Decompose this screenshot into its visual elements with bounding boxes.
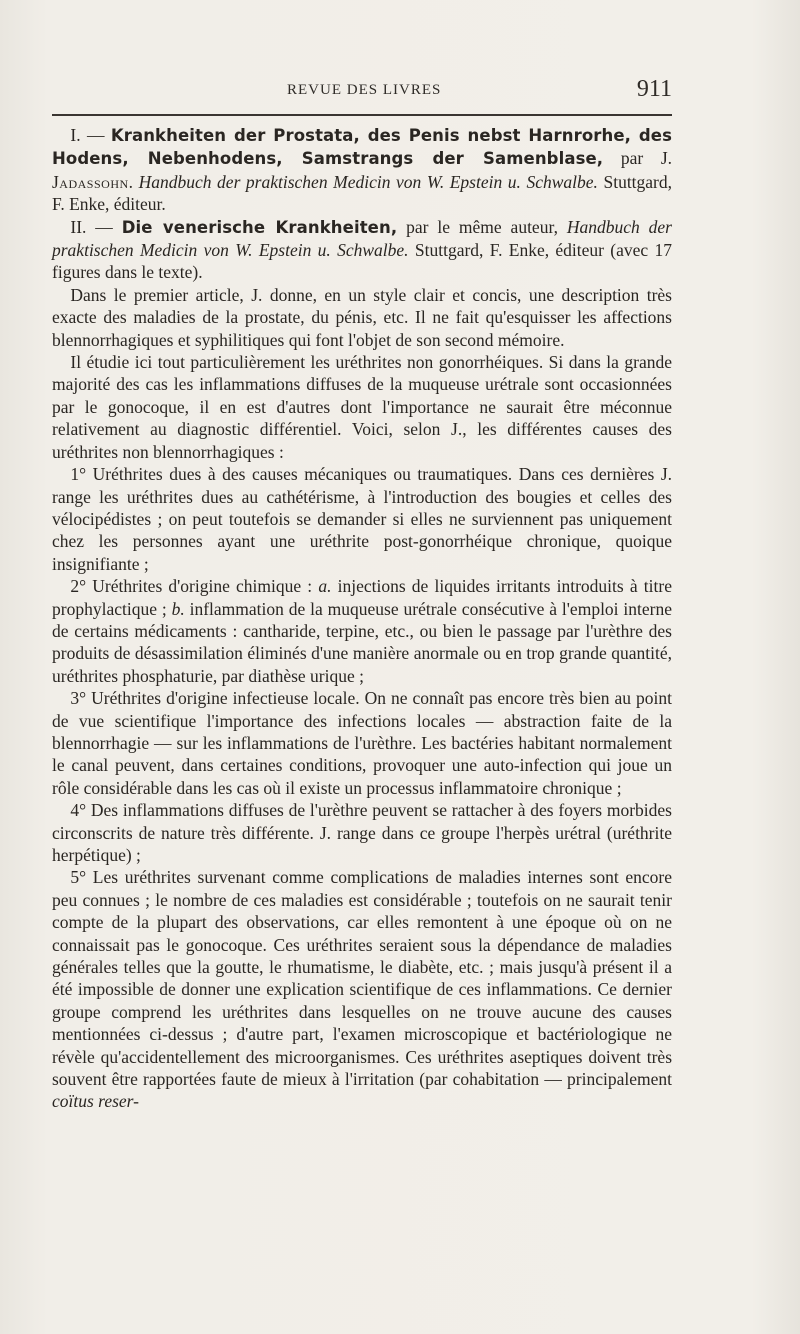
reference-1 [52, 124, 672, 216]
text-run: 2° Uréthrites d'origine chimique : [70, 576, 319, 597]
reference-publisher: Stuttgard, F. Enke, éditeur. [52, 171, 673, 215]
paragraph: Il étudie ici tout particulièrement les uréthrites non gonorrhéiques. Si dans la grande majorité des cas les inflammations diffuses de la muqueuse urétrale sont occasionnées par le gonocoque, il en est d'autres dont l'importance ne saurait être méconnue relativement au diagnostic différentiel. Voici, selon J., les différentes causes des uréthrites non blennorrhagiques : [52, 352, 672, 462]
reference-numeral: II. — [70, 216, 122, 237]
text-run: injections de liquides irritants introduits à titre prophylactique ; [52, 576, 672, 619]
reference-author: Jadassohn [52, 171, 129, 192]
reference-2 [52, 216, 672, 284]
page-header [52, 78, 672, 108]
reference-by: par le même auteur, [397, 216, 567, 237]
text-run: inflammation de la muqueuse urétrale consécutive à l'emploi interne de certains médicaments : cantharide, terpine, etc., ou bien le passage par l'urèthre des produits de désassimilation éliminés d'une manière anormale ou en trop grande quantité, uréthrites phosphaturie, par diathèse urique ; [52, 598, 673, 686]
reference-work: Handbuch der praktischen Medicin von W. Epstein u. Schwalbe. [138, 171, 598, 192]
reference-numeral: I. — [70, 125, 111, 145]
text-run-italic: coïtus reser- [52, 1091, 139, 1112]
text-run: 5° Les uréthrites survenant comme complications de maladies internes sont encore peu connues ; le nombre de ces maladies est considérable ; toutefois on ne saurait tenir compte de la plupart des observations, car elles remontent à une époque où on ne connaissait pas le gonocoque. Ces uréthrites seraient sous la dépendance de maladies générales telles que la goutte, le rhumatisme, le diabète, etc. ; mais jusqu'à présent il a été impossible de donner une explication scientifique de ces inflammations. Ce dernier groupe comprend les uréthrites dans lesquelles on ne trouve aucune des causes mentionnées ci-dessus ; d'autre part, l'examen microscopique et bactériologique ne révèle qu'accidentellement des microorganismes. Ces uréthrites aseptiques doivent très souvent être rapportées faute de mieux à l'irritation (par cohabitation — principalement [52, 867, 672, 1090]
header-rule [52, 114, 672, 116]
reference-publisher: Stuttgard, F. Enke, éditeur (avec 17 figures dans le texte). [52, 240, 672, 283]
paragraph: 4° Des inflammations diffuses de l'urèthre peuvent se rattacher à des foyers morbides circonscrits de nature très différente. J. range dans ce groupe l'herpès urétral (uréthrite herpétique) ; [52, 800, 672, 865]
page-number: 911 [636, 76, 672, 102]
text-run-italic: a. [318, 576, 332, 597]
article-body [52, 124, 672, 1113]
text-run-italic: b. [171, 598, 185, 619]
running-title: REVUE DES LIVRES [287, 82, 442, 98]
paragraph [52, 866, 672, 1112]
reference-work: Handbuch der praktischen Medicin von W. Epstein u. Schwalbe. [52, 216, 672, 261]
paragraph: 3° Uréthrites d'origine infectieuse locale. On ne connaît pas encore très bien au point de vue scientifique l'importance des infections locales — abstraction faite de la blennorrhagie — sur les inflammations de l'urèthre. Les bactéries habitant normalement le canal peuvent, dans certaines conditions, provoquer une auto-infection qui joue un rôle considérable dans les cas où il existe un processus inflammatoire chronique ; [52, 688, 672, 798]
reference-by: par J. [603, 148, 672, 169]
reference-title: Die venerische Krankheiten, [121, 217, 398, 237]
paragraph [52, 575, 672, 687]
paragraph: Dans le premier article, J. donne, en un style clair et concis, une description très exacte des maladies de la prostate, du pénis, etc. Il ne fait qu'esquisser les affections blennorrhagiques et syphilitiques qui font l'objet de son second mémoire. [52, 284, 672, 350]
reference-title: Krankheiten der Prostata, des Penis nebst Harnrorhe, des Hodens, Nebenhodens, Samstrangs der Samenblase, [52, 126, 672, 169]
paragraph: 1° Uréthrites dues à des causes mécaniques ou traumatiques. Dans ces dernières J. range les uréthrites dues au cathétérisme, à l'introduction des bougies et celles des vélocipédistes ; on peut toutefois se demander si elles ne surviennent pas uniquement chez les personnes ayant une uréthrite post-gonorrhéique chronique, quoique insignifiante ; [52, 464, 672, 574]
reference-punct: . [128, 171, 139, 192]
